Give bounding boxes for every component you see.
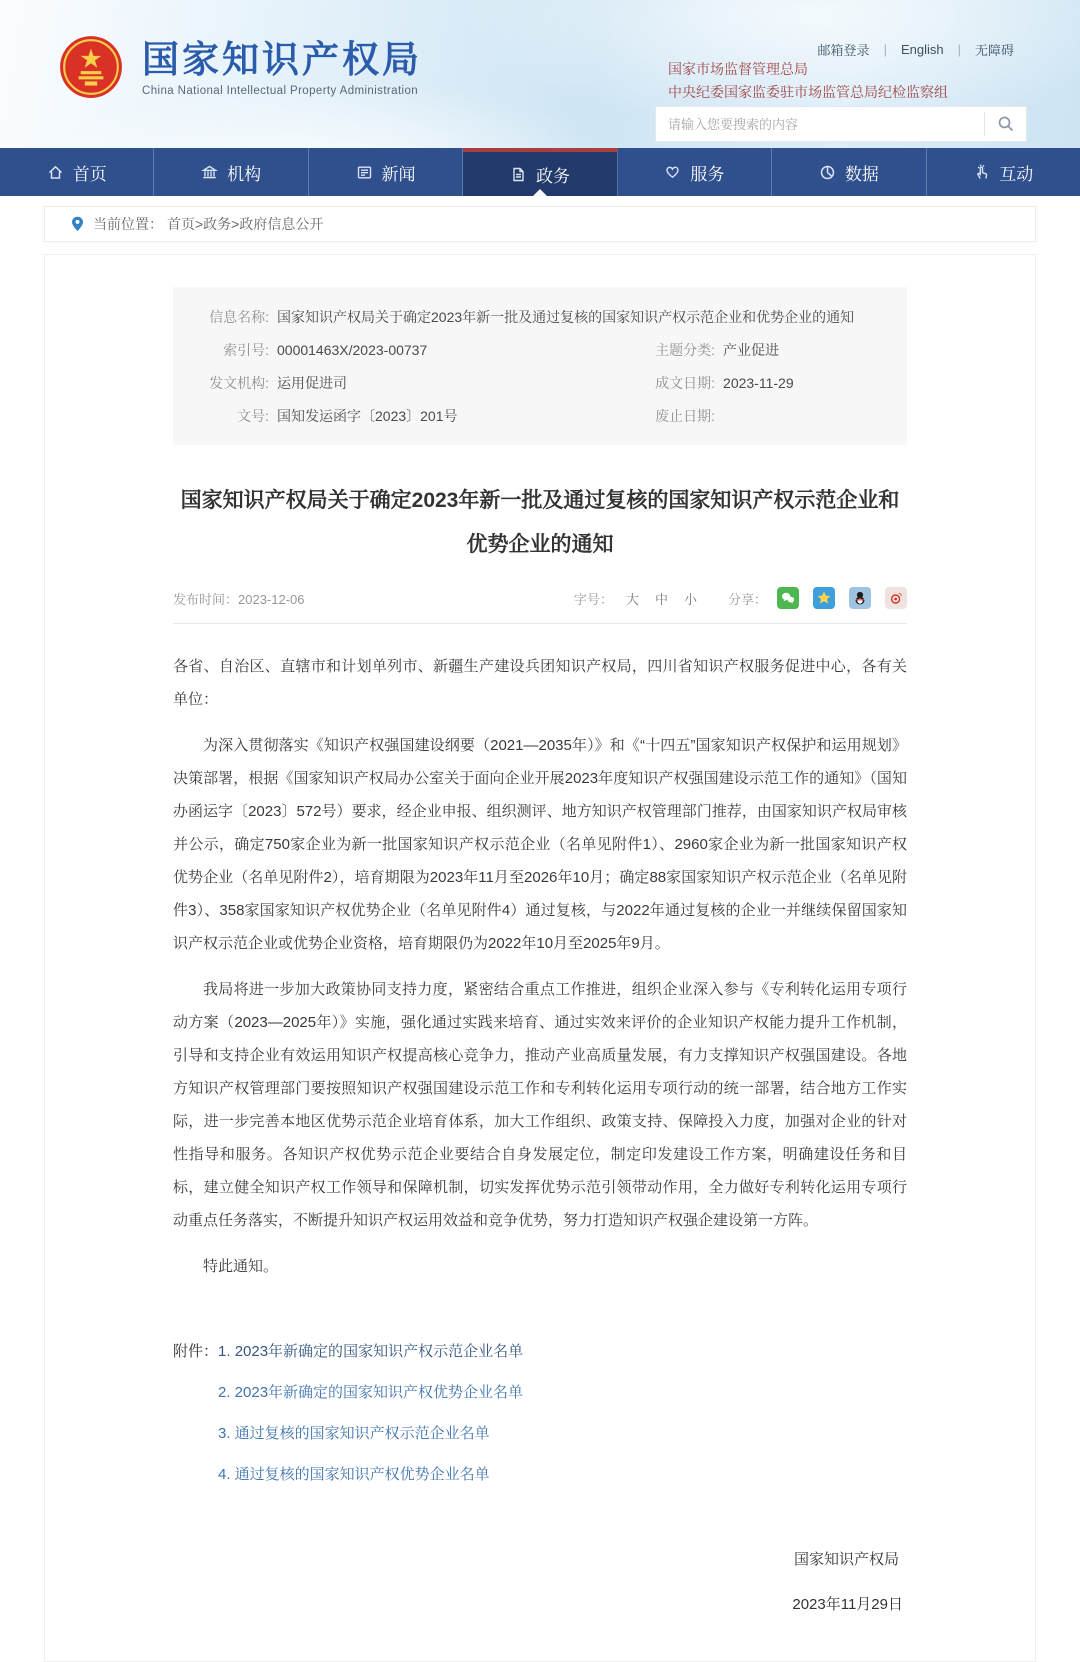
share-label: 分享： xyxy=(727,591,767,607)
breadcrumb-path[interactable]: 首页>政务>政府信息公开 xyxy=(167,216,324,232)
mail-login-link[interactable]: 邮箱登录 xyxy=(817,43,870,58)
font-size-label: 字号： xyxy=(573,591,613,607)
info-name-value: 国家知识产权局关于确定2023年新一批及通过复核的国家知识产权示范企业和优势企业的通知 xyxy=(277,309,855,325)
header-top-links xyxy=(804,40,1028,59)
home-icon xyxy=(47,164,64,181)
samr-link[interactable]: 国家市场监督管理总局 xyxy=(668,61,808,77)
publish-time xyxy=(173,589,305,608)
topic-value: 产业促进 xyxy=(723,342,780,358)
issue-date-value: 2023-11-29 xyxy=(723,375,794,391)
nav-label: 机构 xyxy=(227,164,262,184)
publish-time-label: 发布时间： xyxy=(173,591,239,607)
nav-label: 服务 xyxy=(690,164,725,184)
article-meta-row xyxy=(173,587,907,624)
attachments-section xyxy=(173,1335,907,1491)
body-paragraph: 为深入贯彻落实《知识产权强国建设纲要（2021—2035年）》和《“十四五”国家知识产权保护和运用规划》决策部署，根据《国家知识产权局办公室关于面向企业开展2023年度知识产权强国建设示范工作的通知》（国知办函运字〔2023〕572号）要求，经企业申报、组织测评、地方知识产权管理部门推荐，由国家知识产权局审核并公示，确定750家企业为新一批国家知识产权示范企业（名单见附件1）、2960家企业为新一批国家知识产权优势企业（名单见附件2），培育期限为2023年11月至2026年10月；确定88家国家知识产权示范企业（名单见附件3）、358家国家知识产权优势企业（名单见附件4）通过复核，与2022年通过复核的企业一并继续保留国家知识产权示范企业或优势企业资格，培育期限仍为2022年10月至2025年9月。 xyxy=(173,737,907,952)
nav-label: 首页 xyxy=(72,164,107,184)
news-icon xyxy=(356,164,373,181)
signature-org: 国家知识产权局 xyxy=(793,1551,899,1568)
data-icon xyxy=(819,164,836,181)
site-header xyxy=(0,0,1080,148)
site-title-en: China National Intellectual Property Administration xyxy=(142,84,419,97)
content-card xyxy=(44,254,1036,1662)
discipline-inspection-link[interactable]: 中央纪委国家监委驻市场监管总局纪检监察组 xyxy=(668,84,948,100)
nav-item-interaction[interactable] xyxy=(927,148,1080,196)
nav-item-service[interactable] xyxy=(618,148,772,196)
index-no-label: 索引号: xyxy=(223,342,269,358)
article-body xyxy=(173,650,907,1283)
closing-paragraph: 特此通知。 xyxy=(203,1258,279,1275)
site-logo[interactable] xyxy=(58,34,422,100)
site-title-cn: 国家知识产权局 xyxy=(142,38,422,80)
signature-date: 2023年11月29日 xyxy=(792,1596,903,1613)
table-row xyxy=(181,367,889,400)
national-emblem-icon xyxy=(58,34,124,100)
nav-item-institution[interactable] xyxy=(154,148,308,196)
divider: | xyxy=(957,42,961,57)
issuing-org-value: 运用促进司 xyxy=(277,375,347,391)
nav-label: 政务 xyxy=(535,166,570,186)
attachment-link-2[interactable]: 2. 2023年新确定的国家知识产权优势企业名单 xyxy=(218,1384,524,1401)
english-link[interactable]: English xyxy=(900,42,944,57)
publish-time-value: 2023-12-06 xyxy=(238,591,305,607)
attachments-label: 附件： xyxy=(173,1343,219,1360)
issuing-org-label: 发文机构: xyxy=(209,375,269,391)
search-button[interactable] xyxy=(984,112,1026,136)
breadcrumb xyxy=(44,206,1036,242)
location-pin-icon xyxy=(71,216,84,232)
search-input[interactable] xyxy=(656,107,984,141)
doc-no-value: 国知发运函字〔2023〕201号 xyxy=(277,408,458,424)
nav-label: 数据 xyxy=(844,164,879,184)
nav-item-gov-affairs[interactable] xyxy=(463,148,617,196)
doc-info-table xyxy=(173,287,907,445)
signature-block xyxy=(173,1543,907,1621)
attachment-link-4[interactable]: 4. 通过复核的国家知识产权优势企业名单 xyxy=(218,1466,490,1483)
gov-affairs-icon xyxy=(510,166,527,183)
breadcrumb-label: 当前位置： xyxy=(93,216,163,232)
body-paragraph: 我局将进一步加大政策协同支持力度，紧密结合重点工作推进，组织企业深入参与《专利转化运用专项行动方案（2023—2025年）》实施，强化通过实践来培育、通过实效来评价的企业知识产权能力提升工作机制，引导和支持企业有效运用知识产权提高核心竞争力，推动产业高质量发展，有力支撑知识产权强国建设。各地方知识产权管理部门要按照知识产权强国建设示范工作和专利转化运用专项行动的统一部署，结合地方工作实际，进一步完善本地区优势示范企业培育体系，加大工作组织、政策支持、保障投入力度，加强对企业的针对性指导和服务。各知识产权优势示范企业要结合自身发展定位，制定印发建设工作方案，明确建设任务和目标，建立健全知识产权工作领导和保障机制，切实发挥优势示范引领带动作用，全力做好专利转化运用专项行动重点任务落实，不断提升知识产权运用效益和竞争优势，努力打造知识产权强企建设第一方阵。 xyxy=(173,981,907,1229)
divider: | xyxy=(883,42,887,57)
service-icon xyxy=(664,164,681,181)
nav-item-data[interactable] xyxy=(772,148,926,196)
nav-item-news[interactable] xyxy=(309,148,463,196)
table-row xyxy=(181,334,889,367)
nav-item-home[interactable] xyxy=(0,148,154,196)
font-size-small-button[interactable]: 小 xyxy=(683,591,697,607)
search-icon xyxy=(997,115,1015,133)
attachment-link-1[interactable]: 1. 2023年新确定的国家知识产权示范企业名单 xyxy=(218,1343,524,1360)
table-row xyxy=(181,301,889,334)
qq-share-icon[interactable] xyxy=(849,587,871,609)
salutation-paragraph: 各省、自治区、直辖市和计划单列市、新疆生产建设兵团知识产权局，四川省知识产权服务促进中心，各有关单位： xyxy=(173,658,907,708)
issue-date-label: 成文日期: xyxy=(655,375,716,391)
page-title: 国家知识产权局关于确定2023年新一批及通过复核的国家知识产权示范企业和优势企业的通知 xyxy=(180,489,900,556)
index-no-value: 00001463X/2023-00737 xyxy=(277,342,428,358)
wechat-share-icon[interactable] xyxy=(777,587,799,609)
related-agency-links xyxy=(668,58,948,104)
nav-label: 互动 xyxy=(999,164,1034,184)
weibo-share-icon[interactable] xyxy=(885,587,907,609)
nav-label: 新闻 xyxy=(381,164,416,184)
info-name-label: 信息名称: xyxy=(209,309,269,325)
main-nav xyxy=(0,148,1080,196)
accessibility-link[interactable]: 无障碍 xyxy=(974,43,1014,58)
repeal-date-label: 废止日期: xyxy=(655,408,716,424)
search-bar xyxy=(655,106,1027,142)
font-size-medium-button[interactable]: 中 xyxy=(654,591,668,607)
attachment-link-3[interactable]: 3. 通过复核的国家知识产权示范企业名单 xyxy=(218,1425,490,1442)
table-row xyxy=(181,400,889,433)
font-size-large-button[interactable]: 大 xyxy=(625,591,639,607)
topic-label: 主题分类: xyxy=(655,342,716,358)
interaction-icon xyxy=(973,164,990,181)
qzone-share-icon[interactable] xyxy=(813,587,835,609)
institution-icon xyxy=(201,164,218,181)
doc-no-label: 文号: xyxy=(237,408,269,424)
